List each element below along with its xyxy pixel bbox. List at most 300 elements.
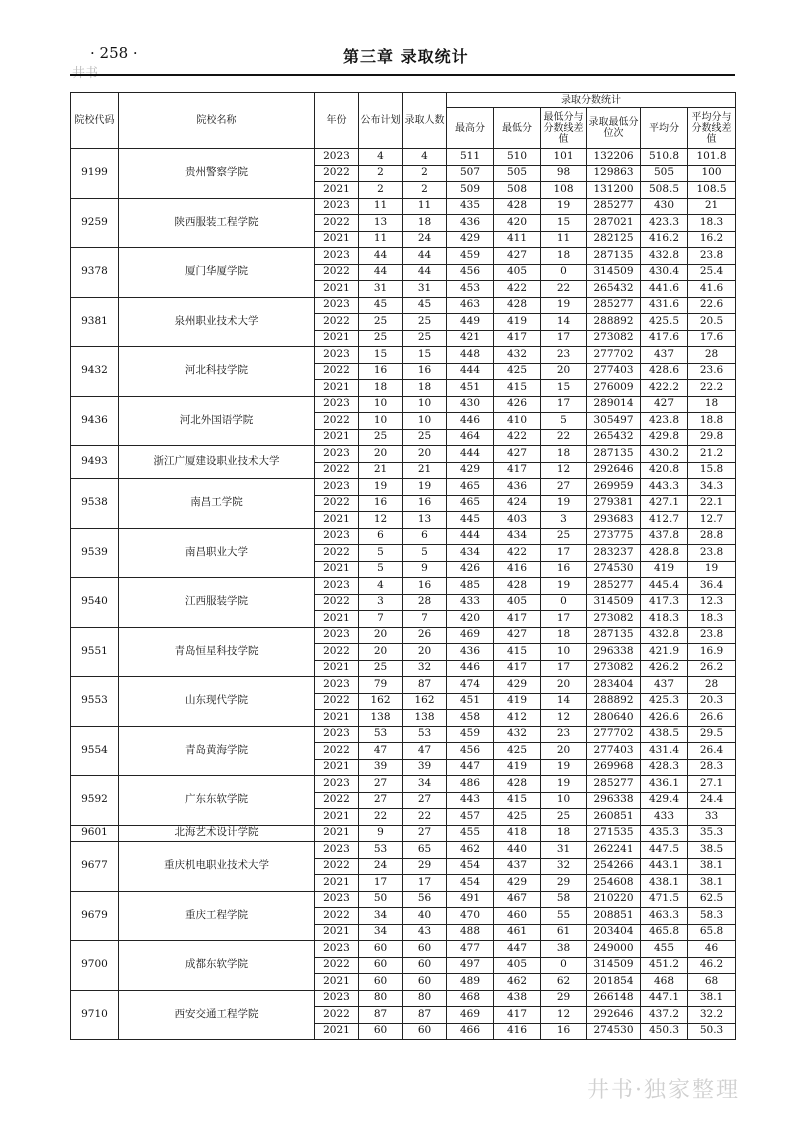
- cell-min: 467: [494, 891, 541, 908]
- cell-year: 2022: [315, 545, 359, 562]
- table-row: [71, 149, 736, 166]
- cell-rank: 277702: [587, 726, 641, 743]
- cell-avg: 417.3: [641, 594, 688, 611]
- cell-year: 2023: [315, 726, 359, 743]
- cell-admitted: 25: [403, 429, 447, 446]
- cell-plan: 9: [359, 825, 403, 842]
- cell-avg-diff: 100: [688, 165, 736, 182]
- cell-avg-diff: 20.5: [688, 314, 736, 331]
- cell-avg-diff: 29.5: [688, 726, 736, 743]
- cell-max: 457: [447, 809, 494, 826]
- cell-max: 451: [447, 693, 494, 710]
- col-header-avg: 平均分: [641, 108, 688, 149]
- cell-rank: 285277: [587, 578, 641, 595]
- cell-avg-diff: 34.3: [688, 479, 736, 496]
- cell-rank: 265432: [587, 429, 641, 446]
- cell-min-diff: 29: [541, 990, 587, 1007]
- cell-avg-diff: 15.8: [688, 462, 736, 479]
- cell-max: 456: [447, 264, 494, 281]
- cell-avg-diff: 38.1: [688, 990, 736, 1007]
- cell-min: 505: [494, 165, 541, 182]
- cell-admitted: 45: [403, 297, 447, 314]
- cell-year: 2021: [315, 561, 359, 578]
- cell-avg: 445.4: [641, 578, 688, 595]
- cell-plan: 25: [359, 330, 403, 347]
- cell-min-diff: 16: [541, 561, 587, 578]
- cell-rank: 262241: [587, 842, 641, 859]
- cell-avg: 510.8: [641, 149, 688, 166]
- table-row: [71, 297, 736, 314]
- footer-watermark: 井书·独家整理: [587, 1078, 740, 1103]
- col-header-plan: 公布计划: [359, 93, 403, 149]
- cell-plan: 3: [359, 594, 403, 611]
- cell-rank: 296338: [587, 792, 641, 809]
- cell-min: 429: [494, 875, 541, 892]
- table-row: [71, 198, 736, 215]
- cell-max: 469: [447, 627, 494, 644]
- cell-min: 432: [494, 726, 541, 743]
- cell-year: 2022: [315, 743, 359, 760]
- cell-min-diff: 62: [541, 974, 587, 991]
- cell-min: 419: [494, 314, 541, 331]
- cell-avg: 430.4: [641, 264, 688, 281]
- cell-avg: 505: [641, 165, 688, 182]
- cell-admitted: 25: [403, 314, 447, 331]
- cell-admitted: 2: [403, 182, 447, 199]
- cell-avg-diff: 29.8: [688, 429, 736, 446]
- cell-plan: 79: [359, 677, 403, 694]
- cell-max: 462: [447, 842, 494, 859]
- cell-avg-diff: 33: [688, 809, 736, 826]
- cell-rank: 265432: [587, 281, 641, 298]
- cell-max: 453: [447, 281, 494, 298]
- cell-min: 429: [494, 677, 541, 694]
- cell-year: 2021: [315, 512, 359, 529]
- school-name: 重庆机电职业技术大学: [119, 842, 315, 892]
- cell-min: 418: [494, 825, 541, 842]
- cell-rank: 131200: [587, 182, 641, 199]
- cell-avg-diff: 18.8: [688, 413, 736, 430]
- cell-rank: 203404: [587, 924, 641, 941]
- table-row: [71, 990, 736, 1007]
- cell-admitted: 34: [403, 776, 447, 793]
- cell-min: 422: [494, 429, 541, 446]
- cell-admitted: 56: [403, 891, 447, 908]
- cell-max: 507: [447, 165, 494, 182]
- cell-min-diff: 22: [541, 429, 587, 446]
- col-header-group: 录取分数统计: [447, 93, 736, 108]
- cell-admitted: 2: [403, 165, 447, 182]
- cell-min: 427: [494, 446, 541, 463]
- cell-rank: 314509: [587, 264, 641, 281]
- cell-plan: 16: [359, 363, 403, 380]
- cell-max: 444: [447, 528, 494, 545]
- cell-plan: 25: [359, 660, 403, 677]
- table-row: [71, 248, 736, 265]
- cell-year: 2023: [315, 446, 359, 463]
- table-row: [71, 479, 736, 496]
- cell-min-diff: 25: [541, 528, 587, 545]
- cell-avg-diff: 18.3: [688, 611, 736, 628]
- cell-min-diff: 23: [541, 726, 587, 743]
- table-row: [71, 627, 736, 644]
- cell-max: 469: [447, 1007, 494, 1024]
- school-code: 9551: [71, 627, 119, 677]
- cell-rank: 273082: [587, 660, 641, 677]
- cell-rank: 208851: [587, 908, 641, 925]
- cell-plan: 60: [359, 974, 403, 991]
- cell-admitted: 24: [403, 231, 447, 248]
- cell-avg: 426.2: [641, 660, 688, 677]
- cell-avg: 428.3: [641, 759, 688, 776]
- cell-min-diff: 61: [541, 924, 587, 941]
- cell-max: 491: [447, 891, 494, 908]
- cell-admitted: 43: [403, 924, 447, 941]
- cell-avg: 430.2: [641, 446, 688, 463]
- cell-avg-diff: 46: [688, 941, 736, 958]
- cell-min-diff: 19: [541, 759, 587, 776]
- cell-year: 2022: [315, 908, 359, 925]
- cell-admitted: 7: [403, 611, 447, 628]
- cell-min: 416: [494, 1023, 541, 1040]
- cell-admitted: 13: [403, 512, 447, 529]
- cell-max: 465: [447, 495, 494, 512]
- cell-max: 470: [447, 908, 494, 925]
- cell-admitted: 44: [403, 248, 447, 265]
- cell-year: 2021: [315, 809, 359, 826]
- cell-min: 405: [494, 957, 541, 974]
- cell-avg-diff: 18: [688, 396, 736, 413]
- cell-avg-diff: 26.4: [688, 743, 736, 760]
- cell-plan: 87: [359, 1007, 403, 1024]
- cell-avg-diff: 41.6: [688, 281, 736, 298]
- cell-avg: 425.3: [641, 693, 688, 710]
- cell-admitted: 16: [403, 495, 447, 512]
- cell-min: 447: [494, 941, 541, 958]
- cell-plan: 5: [359, 545, 403, 562]
- cell-admitted: 28: [403, 594, 447, 611]
- cell-year: 2023: [315, 396, 359, 413]
- cell-avg: 468: [641, 974, 688, 991]
- cell-admitted: 29: [403, 858, 447, 875]
- school-code: 9538: [71, 479, 119, 529]
- cell-year: 2023: [315, 578, 359, 595]
- school-name: 江西服装学院: [119, 578, 315, 628]
- cell-year: 2022: [315, 693, 359, 710]
- cell-admitted: 19: [403, 479, 447, 496]
- cell-plan: 60: [359, 1023, 403, 1040]
- cell-plan: 4: [359, 578, 403, 595]
- cell-plan: 45: [359, 297, 403, 314]
- cell-year: 2021: [315, 182, 359, 199]
- cell-min: 440: [494, 842, 541, 859]
- school-code: 9259: [71, 198, 119, 248]
- cell-plan: 16: [359, 495, 403, 512]
- cell-min: 422: [494, 545, 541, 562]
- cell-rank: 277403: [587, 363, 641, 380]
- cell-min: 412: [494, 710, 541, 727]
- col-header-max: 最高分: [447, 108, 494, 149]
- cell-year: 2021: [315, 1023, 359, 1040]
- cell-avg: 431.6: [641, 297, 688, 314]
- cell-max: 468: [447, 990, 494, 1007]
- cell-plan: 60: [359, 941, 403, 958]
- cell-plan: 34: [359, 908, 403, 925]
- cell-max: 430: [447, 396, 494, 413]
- cell-year: 2021: [315, 281, 359, 298]
- school-name: 青岛恒星科技学院: [119, 627, 315, 677]
- cell-avg: 455: [641, 941, 688, 958]
- cell-min: 436: [494, 479, 541, 496]
- cell-admitted: 27: [403, 825, 447, 842]
- cell-rank: 129863: [587, 165, 641, 182]
- cell-max: 489: [447, 974, 494, 991]
- cell-avg: 429.8: [641, 429, 688, 446]
- cell-admitted: 18: [403, 380, 447, 397]
- cell-rank: 282125: [587, 231, 641, 248]
- cell-year: 2021: [315, 974, 359, 991]
- table-row: [71, 446, 736, 463]
- cell-avg: 422.2: [641, 380, 688, 397]
- cell-year: 2021: [315, 924, 359, 941]
- cell-avg: 428.8: [641, 545, 688, 562]
- cell-avg: 412.7: [641, 512, 688, 529]
- cell-max: 420: [447, 611, 494, 628]
- cell-min: 425: [494, 809, 541, 826]
- cell-avg: 416.2: [641, 231, 688, 248]
- table-row: [71, 396, 736, 413]
- school-name: 河北外国语学院: [119, 396, 315, 446]
- page-number: · 258 ·: [90, 44, 138, 62]
- school-name: 广东东软学院: [119, 776, 315, 826]
- cell-admitted: 87: [403, 677, 447, 694]
- cell-min-diff: 0: [541, 594, 587, 611]
- cell-rank: 314509: [587, 594, 641, 611]
- cell-year: 2022: [315, 314, 359, 331]
- cell-admitted: 4: [403, 149, 447, 166]
- cell-year: 2023: [315, 248, 359, 265]
- cell-avg-diff: 38.1: [688, 858, 736, 875]
- table-row: [71, 842, 736, 859]
- cell-max: 488: [447, 924, 494, 941]
- cell-avg: 423.8: [641, 413, 688, 430]
- cell-max: 434: [447, 545, 494, 562]
- cell-max: 463: [447, 297, 494, 314]
- cell-avg-diff: 26.2: [688, 660, 736, 677]
- cell-max: 436: [447, 644, 494, 661]
- school-name: 青岛黄海学院: [119, 726, 315, 776]
- cell-rank: 287135: [587, 627, 641, 644]
- cell-plan: 138: [359, 710, 403, 727]
- cell-admitted: 60: [403, 974, 447, 991]
- cell-year: 2021: [315, 611, 359, 628]
- cell-rank: 271535: [587, 825, 641, 842]
- cell-min-diff: 15: [541, 215, 587, 232]
- table-row: [71, 528, 736, 545]
- cell-year: 2021: [315, 710, 359, 727]
- cell-year: 2021: [315, 759, 359, 776]
- cell-year: 2021: [315, 330, 359, 347]
- cell-rank: 283237: [587, 545, 641, 562]
- cell-rank: 293683: [587, 512, 641, 529]
- cell-max: 459: [447, 726, 494, 743]
- cell-rank: 280640: [587, 710, 641, 727]
- cell-admitted: 20: [403, 446, 447, 463]
- cell-avg-diff: 38.5: [688, 842, 736, 859]
- cell-min: 425: [494, 363, 541, 380]
- cell-avg: 432.8: [641, 627, 688, 644]
- cell-year: 2022: [315, 1007, 359, 1024]
- cell-avg: 423.3: [641, 215, 688, 232]
- cell-rank: 287135: [587, 248, 641, 265]
- cell-max: 458: [447, 710, 494, 727]
- cell-min-diff: 17: [541, 660, 587, 677]
- cell-max: 497: [447, 957, 494, 974]
- cell-min-diff: 16: [541, 1023, 587, 1040]
- cell-year: 2023: [315, 627, 359, 644]
- cell-admitted: 18: [403, 215, 447, 232]
- cell-max: 446: [447, 660, 494, 677]
- cell-min-diff: 27: [541, 479, 587, 496]
- cell-min-diff: 20: [541, 363, 587, 380]
- table-row: [71, 825, 736, 842]
- cell-max: 456: [447, 743, 494, 760]
- cell-admitted: 87: [403, 1007, 447, 1024]
- cell-min-diff: 19: [541, 578, 587, 595]
- cell-avg: 427: [641, 396, 688, 413]
- cell-avg: 425.5: [641, 314, 688, 331]
- cell-avg: 441.6: [641, 281, 688, 298]
- cell-min: 427: [494, 248, 541, 265]
- cell-year: 2023: [315, 198, 359, 215]
- cell-rank: 285277: [587, 297, 641, 314]
- cell-plan: 27: [359, 776, 403, 793]
- cell-avg-diff: 19: [688, 561, 736, 578]
- cell-max: 511: [447, 149, 494, 166]
- cell-plan: 4: [359, 149, 403, 166]
- school-name: 重庆工程学院: [119, 891, 315, 941]
- cell-rank: 287021: [587, 215, 641, 232]
- cell-max: 454: [447, 875, 494, 892]
- cell-avg-diff: 12.7: [688, 512, 736, 529]
- cell-admitted: 31: [403, 281, 447, 298]
- cell-min: 415: [494, 792, 541, 809]
- cell-plan: 24: [359, 858, 403, 875]
- cell-year: 2021: [315, 429, 359, 446]
- cell-avg-diff: 23.8: [688, 545, 736, 562]
- admission-table: [70, 92, 736, 1040]
- school-name: 河北科技学院: [119, 347, 315, 397]
- cell-year: 2021: [315, 660, 359, 677]
- cell-min-diff: 18: [541, 248, 587, 265]
- cell-admitted: 16: [403, 363, 447, 380]
- cell-max: 454: [447, 858, 494, 875]
- cell-min-diff: 108: [541, 182, 587, 199]
- cell-max: 433: [447, 594, 494, 611]
- cell-min: 415: [494, 644, 541, 661]
- cell-rank: 314509: [587, 957, 641, 974]
- cell-admitted: 162: [403, 693, 447, 710]
- school-code: 9553: [71, 677, 119, 727]
- cell-min-diff: 15: [541, 380, 587, 397]
- table-row: [71, 347, 736, 364]
- cell-plan: 19: [359, 479, 403, 496]
- cell-rank: 273082: [587, 330, 641, 347]
- cell-avg-diff: 68: [688, 974, 736, 991]
- cell-avg: 437: [641, 347, 688, 364]
- cell-min: 422: [494, 281, 541, 298]
- cell-avg-diff: 36.4: [688, 578, 736, 595]
- table-row: [71, 726, 736, 743]
- cell-plan: 10: [359, 396, 403, 413]
- cell-min-diff: 55: [541, 908, 587, 925]
- cell-year: 2022: [315, 264, 359, 281]
- cell-admitted: 6: [403, 528, 447, 545]
- cell-avg: 463.3: [641, 908, 688, 925]
- cell-plan: 5: [359, 561, 403, 578]
- cell-max: 509: [447, 182, 494, 199]
- cell-plan: 50: [359, 891, 403, 908]
- cell-min: 417: [494, 330, 541, 347]
- cell-avg-diff: 62.5: [688, 891, 736, 908]
- cell-min: 416: [494, 561, 541, 578]
- cell-rank: 287135: [587, 446, 641, 463]
- school-code: 9378: [71, 248, 119, 298]
- cell-min-diff: 17: [541, 545, 587, 562]
- cell-min: 427: [494, 627, 541, 644]
- cell-year: 2023: [315, 776, 359, 793]
- school-code: 9710: [71, 990, 119, 1040]
- cell-min-diff: 58: [541, 891, 587, 908]
- cell-avg: 421.9: [641, 644, 688, 661]
- cell-avg-diff: 16.9: [688, 644, 736, 661]
- cell-min-diff: 23: [541, 347, 587, 364]
- cell-avg-diff: 22.1: [688, 495, 736, 512]
- cell-max: 486: [447, 776, 494, 793]
- cell-rank: 292646: [587, 1007, 641, 1024]
- cell-min: 405: [494, 264, 541, 281]
- cell-plan: 2: [359, 182, 403, 199]
- cell-year: 2021: [315, 231, 359, 248]
- cell-plan: 34: [359, 924, 403, 941]
- cell-rank: 269959: [587, 479, 641, 496]
- cell-rank: 276009: [587, 380, 641, 397]
- cell-avg: 428.6: [641, 363, 688, 380]
- cell-plan: 15: [359, 347, 403, 364]
- col-header-avg-diff: 平均分与分数线差值: [688, 108, 736, 149]
- cell-max: 435: [447, 198, 494, 215]
- cell-min-diff: 19: [541, 495, 587, 512]
- cell-year: 2022: [315, 215, 359, 232]
- cell-avg: 426.6: [641, 710, 688, 727]
- cell-avg-diff: 35.3: [688, 825, 736, 842]
- school-code: 9432: [71, 347, 119, 397]
- cell-min-diff: 22: [541, 281, 587, 298]
- cell-year: 2022: [315, 957, 359, 974]
- cell-max: 445: [447, 512, 494, 529]
- cell-avg-diff: 27.1: [688, 776, 736, 793]
- cell-plan: 6: [359, 528, 403, 545]
- cell-avg: 438.5: [641, 726, 688, 743]
- cell-year: 2022: [315, 644, 359, 661]
- cell-min-diff: 18: [541, 446, 587, 463]
- logo: [72, 62, 98, 81]
- cell-admitted: 26: [403, 627, 447, 644]
- school-code: 9554: [71, 726, 119, 776]
- cell-year: 2021: [315, 380, 359, 397]
- cell-rank: 210220: [587, 891, 641, 908]
- school-name: 陕西服装工程学院: [119, 198, 315, 248]
